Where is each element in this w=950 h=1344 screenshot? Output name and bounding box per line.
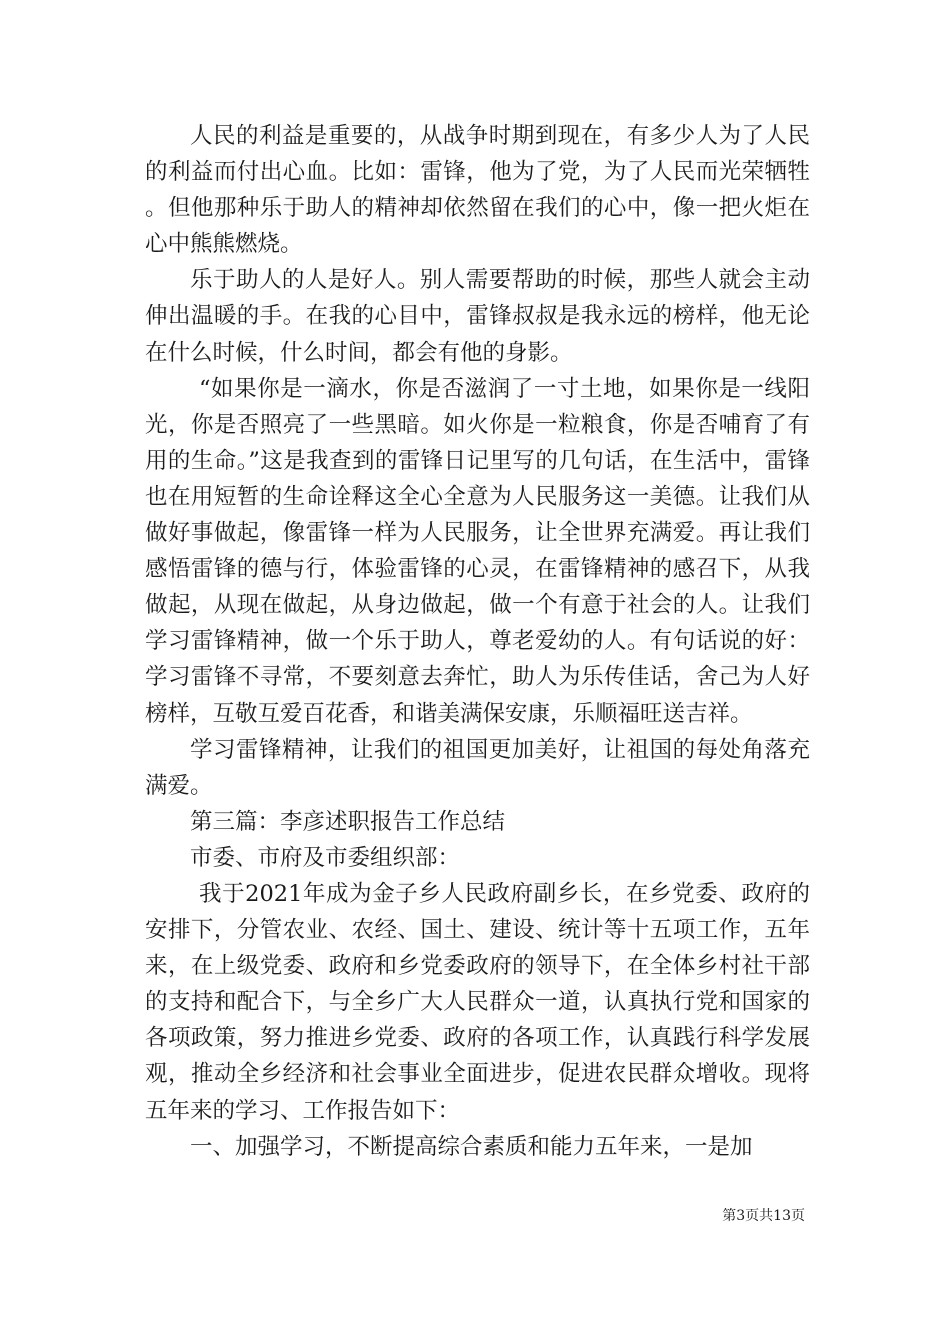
page-number-footer: 第3页共13页: [722, 1208, 805, 1224]
paragraph-report-intro: 我于2021年成为金子乡人民政府副乡长，在乡党委、政府的安排下，分管农业、农经、国土、建设、统计等十五项工作，五年来，在上级党委、政府和乡党委政府的领导下，在全体乡村社干部的支持和配合下，与全乡广大人民群众一道，认真执行党和国家的各项政策，努力推进乡党委、政府的各项工作，认真践行科学发展观，推动全乡经济和社会事业全面进步，促进农民群众增收。现将五年来的学习、工作报告如下：: [145, 880, 810, 1124]
paragraph-lei-feng-diary: “如果你是一滴水，你是否滋润了一寸土地，如果你是一线阳光，你是否照亮了一些黑暗。如火你是一粒粮食，你是否哺育了有用的生命。”这是我查到的雷锋日记里写的几句话，在生活中，雷锋也在用短暂的生命诠释这全心全意为人民服务这一美德。让我们从做好事做起，像雷锋一样为人民服务，让全世界充满爱。再让我们感悟雷锋的德与行，体验雷锋的心灵，在雷锋精神的感召下，从我做起，从现在做起，从身边做起，做一个有意于社会的人。让我们学习雷锋精神，做一个乐于助人，尊老爱幼的人。有句话说的好：学习雷锋不寻常，不要刻意去奔忙，助人为乐传佳话，舍己为人好榜样，互敬互爱百花香，和谐美满保安康，乐顺福旺送吉祥。: [145, 375, 810, 727]
paragraph-public-interest: 人民的利益是重要的，从战争时期到现在，有多少人为了人民的利益而付出心血。比如：雷锋，他为了党，为了人民而光荣牺牲。但他那种乐于助人的精神却依然留在我们的心中，像一把火炬在心中熊熊燃烧。: [145, 123, 810, 258]
section-heading-third-article: 第三篇：李彦述职报告工作总结: [190, 808, 506, 835]
paragraph-section-one: 一、加强学习，不断提高综合素质和能力五年来，一是加: [190, 1133, 753, 1160]
paragraph-helping-others: 乐于助人的人是好人。别人需要帮助的时候，那些人就会主动伸出温暖的手。在我的心目中，雷锋叔叔是我永远的榜样，他无论在什么时候，什么时间，都会有他的身影。: [145, 267, 810, 366]
salutation: 市委、市府及市委组织部：: [190, 844, 461, 871]
document-body: [145, 118, 810, 1165]
paragraph-learn-lei-feng: 学习雷锋精神，让我们的祖国更加美好，让祖国的每处角落充满爱。: [145, 736, 810, 799]
